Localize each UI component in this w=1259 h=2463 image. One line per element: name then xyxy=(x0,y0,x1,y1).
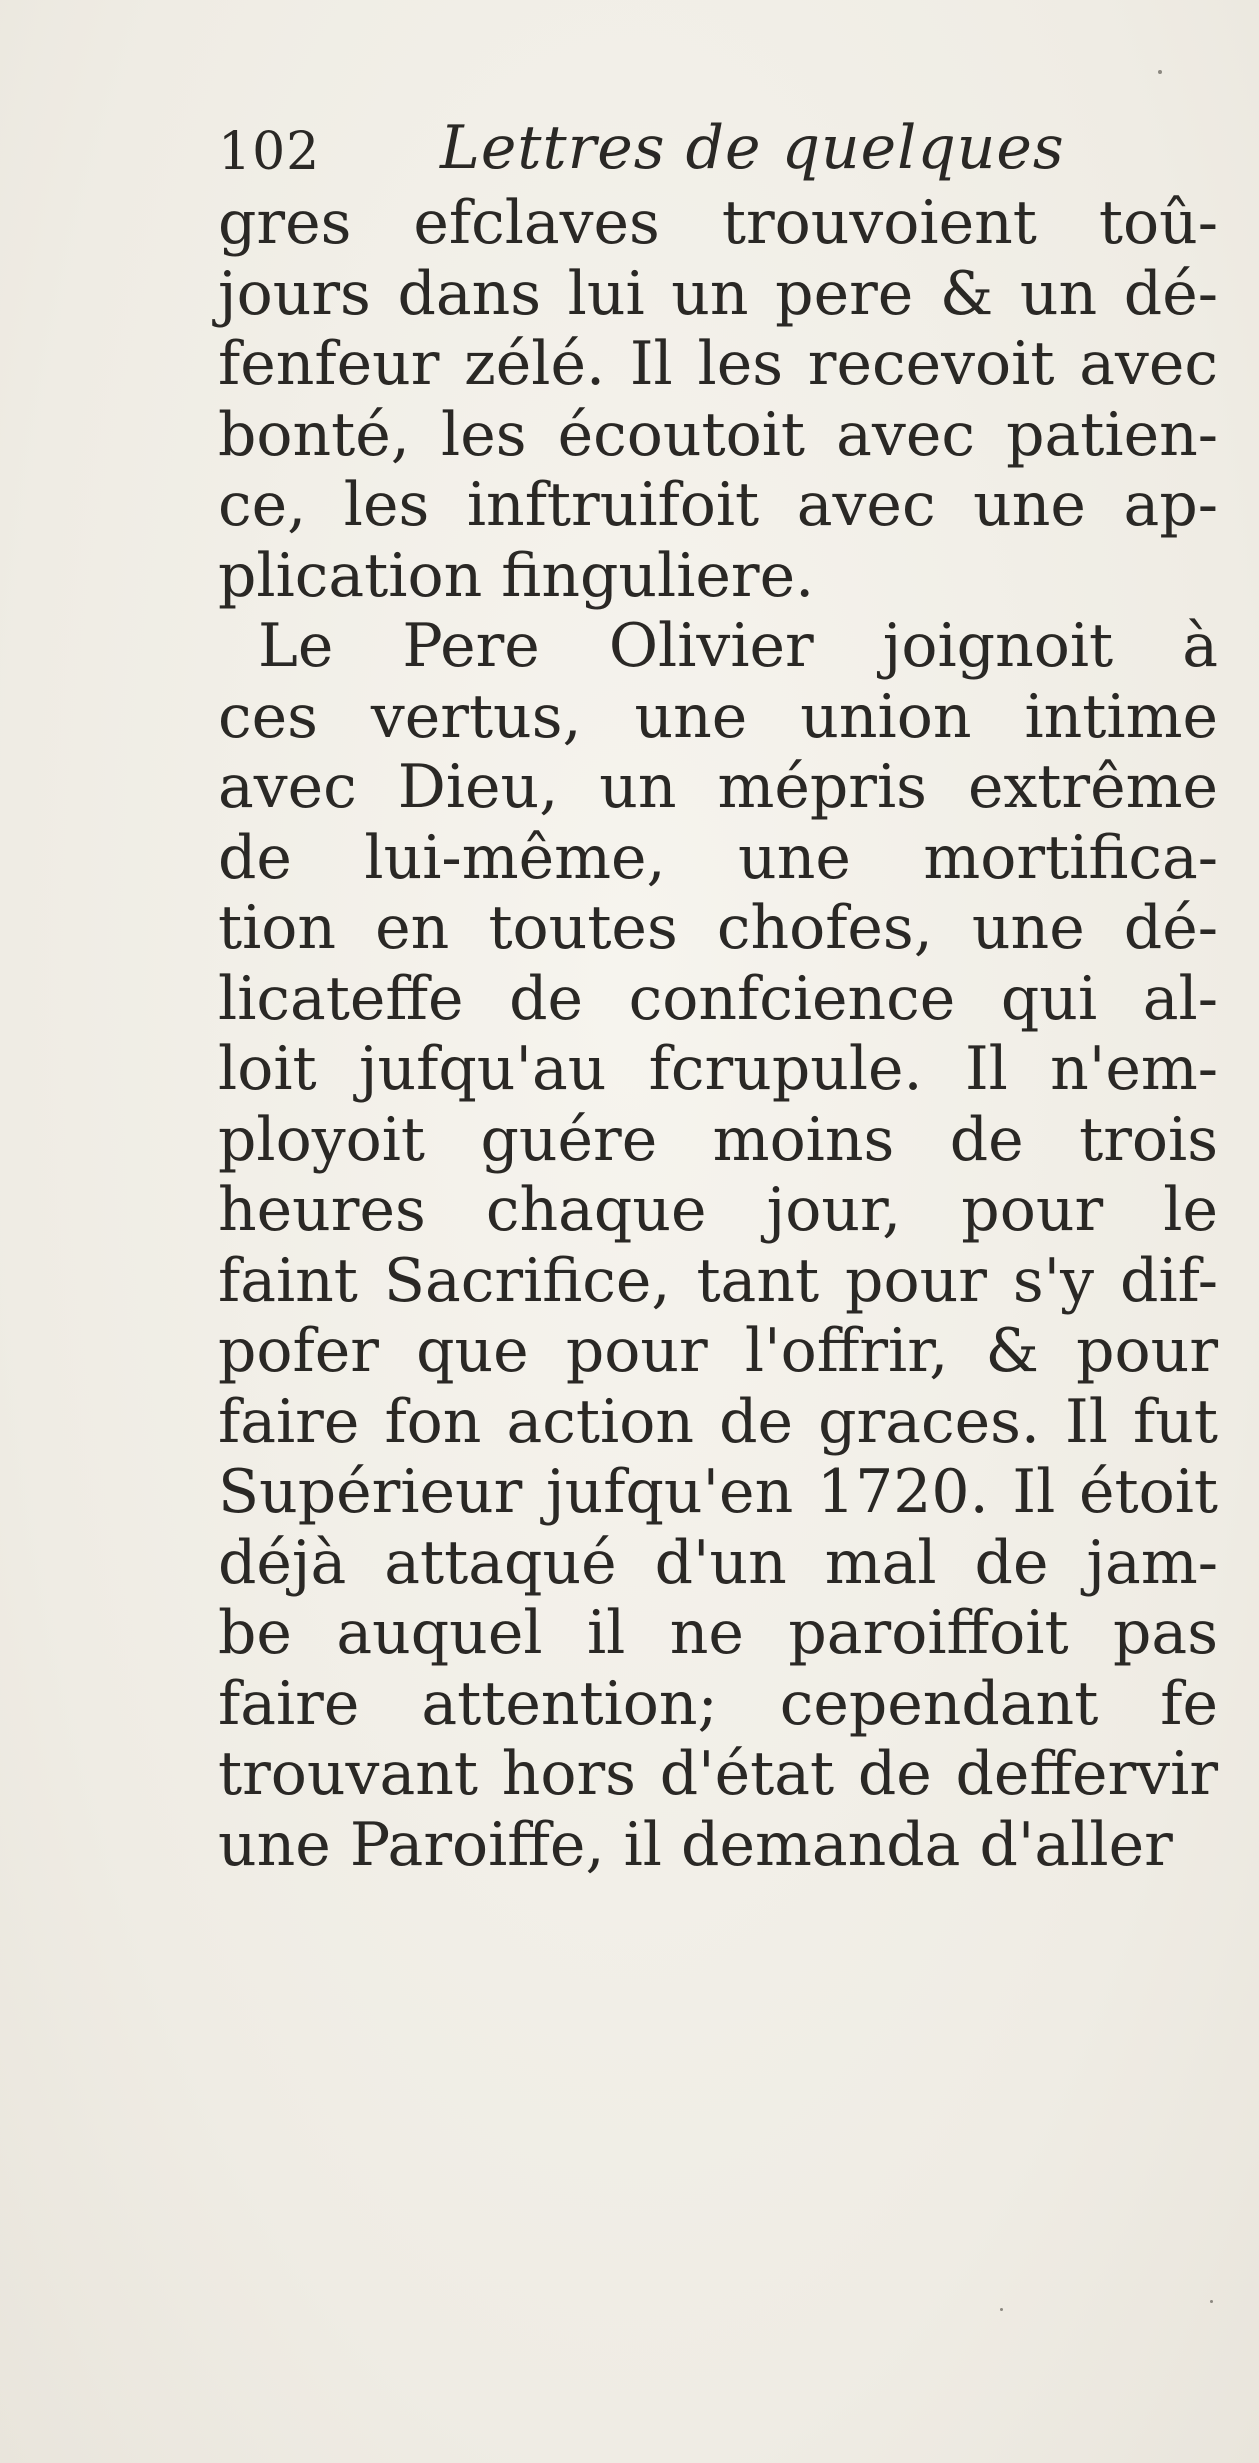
paper-speck xyxy=(1000,2308,1003,2311)
page-number: 102 xyxy=(218,122,321,182)
running-title: Lettres de quelques xyxy=(440,113,1065,183)
text-line: be auquel il ne paroiffoit pas xyxy=(218,1598,1218,1668)
text-line: de lui-même, une mortifica- xyxy=(218,822,1218,893)
text-line: fenfeur zélé. Il les recevoit avec xyxy=(218,329,1218,399)
paper-speck xyxy=(1158,70,1162,74)
page-header xyxy=(0,112,1259,192)
text-line: loit jufqu'au fcrupule. Il n'em- xyxy=(218,1034,1218,1104)
text-line: déjà attaqué d'un mal de jam- xyxy=(218,1527,1218,1598)
text-line: gres efclaves trouvoient toû- xyxy=(218,188,1218,258)
text-line: faint Sacrifice, tant pour s'y dif- xyxy=(218,1245,1218,1316)
text-line: trouvant hors d'état de deffervir xyxy=(218,1739,1218,1809)
text-line: Supérieur jufqu'en 1720. Il étoit xyxy=(218,1457,1218,1527)
text-line: ployoit guére moins de trois xyxy=(218,1104,1218,1175)
text-line: ces vertus, une union intime xyxy=(218,681,1218,752)
paper-speck xyxy=(1210,2300,1213,2303)
text-line: Le Pere Olivier joignoit à xyxy=(258,611,1218,681)
text-line: faire attention; cependant fe xyxy=(218,1668,1218,1739)
text-line: tion en toutes chofes, une dé- xyxy=(218,893,1218,963)
text-line: plication finguliere. xyxy=(218,540,815,611)
text-line: jours dans lui un pere & un dé- xyxy=(218,258,1218,329)
text-line: ce, les inftruifoit avec une ap- xyxy=(218,470,1218,540)
text-line: une Paroiffe, il demanda d'aller xyxy=(218,1809,1173,1880)
text-line: faire fon action de graces. Il fut xyxy=(218,1386,1218,1457)
text-line: licateffe de confcience qui al- xyxy=(218,963,1218,1034)
text-line: pofer que pour l'offrir, & pour xyxy=(218,1316,1218,1386)
text-line: bonté, les écoutoit avec patien- xyxy=(218,399,1218,470)
text-line: avec Dieu, un mépris extrême xyxy=(218,752,1218,822)
text-line: heures chaque jour, pour le xyxy=(218,1175,1218,1245)
body-text xyxy=(218,188,1218,1880)
